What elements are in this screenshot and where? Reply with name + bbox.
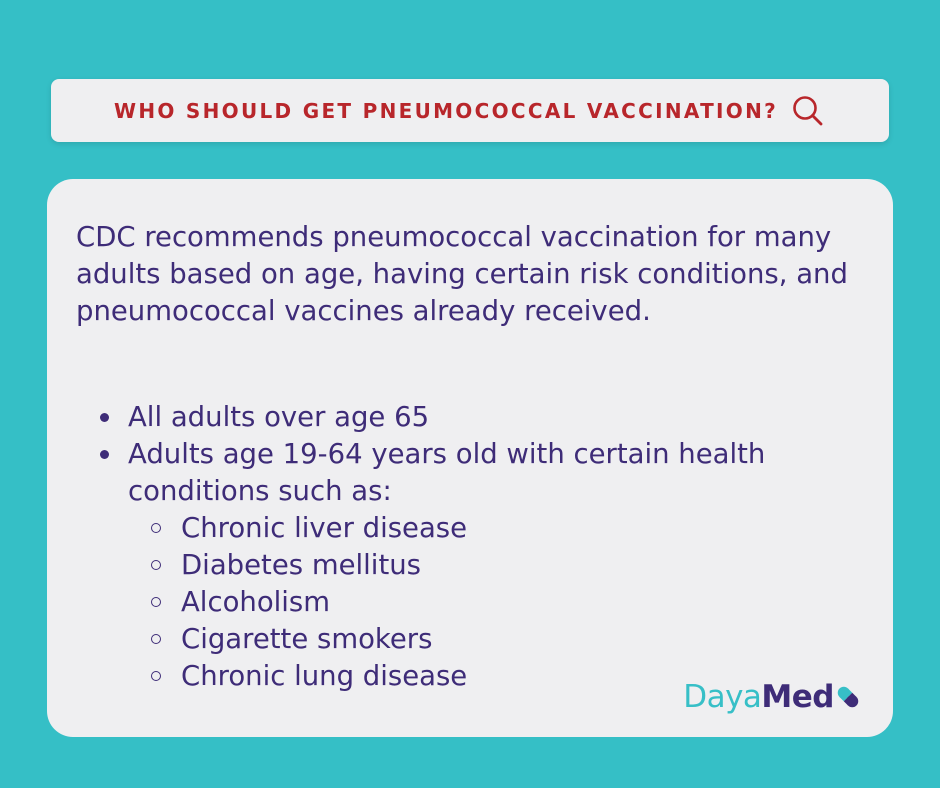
circle-bullet bbox=[151, 634, 161, 644]
page-title: WHO SHOULD GET PNEUMOCOCCAL VACCINATION? bbox=[113, 98, 779, 123]
condition-text: Diabetes mellitus bbox=[181, 549, 421, 581]
list-item bbox=[76, 436, 876, 695]
brand-name-part1: Daya bbox=[683, 679, 762, 715]
list-item-text: All adults over age 65 bbox=[128, 401, 430, 433]
intro-paragraph: CDC recommends pneumococcal vaccination for many adults based on age, having certain risk conditions, and pneumococcal vaccines already received. bbox=[76, 221, 848, 327]
brand-name-part2: Med bbox=[761, 679, 834, 715]
condition-text: Chronic liver disease bbox=[181, 512, 468, 544]
circle-bullet bbox=[151, 560, 161, 570]
condition-item bbox=[128, 621, 876, 658]
condition-item bbox=[128, 547, 876, 584]
conditions-list bbox=[128, 510, 876, 695]
condition-text: Alcoholism bbox=[181, 586, 331, 618]
brand-logo bbox=[683, 679, 861, 715]
content-card bbox=[47, 179, 893, 737]
search-icon bbox=[790, 93, 826, 129]
condition-text: Chronic lung disease bbox=[181, 660, 468, 692]
condition-text: Cigarette smokers bbox=[181, 623, 433, 655]
eligibility-list bbox=[76, 399, 876, 695]
list-item-text: Adults age 19-64 years old with certain health conditions such as: bbox=[128, 438, 766, 507]
pill-icon bbox=[835, 684, 861, 710]
condition-item bbox=[128, 584, 876, 621]
bullet-dot bbox=[100, 450, 109, 459]
condition-item bbox=[128, 510, 876, 547]
title-banner bbox=[51, 79, 889, 142]
bullet-dot bbox=[100, 413, 109, 422]
circle-bullet bbox=[151, 523, 161, 533]
circle-bullet bbox=[151, 671, 161, 681]
circle-bullet bbox=[151, 597, 161, 607]
list-item bbox=[76, 399, 876, 436]
